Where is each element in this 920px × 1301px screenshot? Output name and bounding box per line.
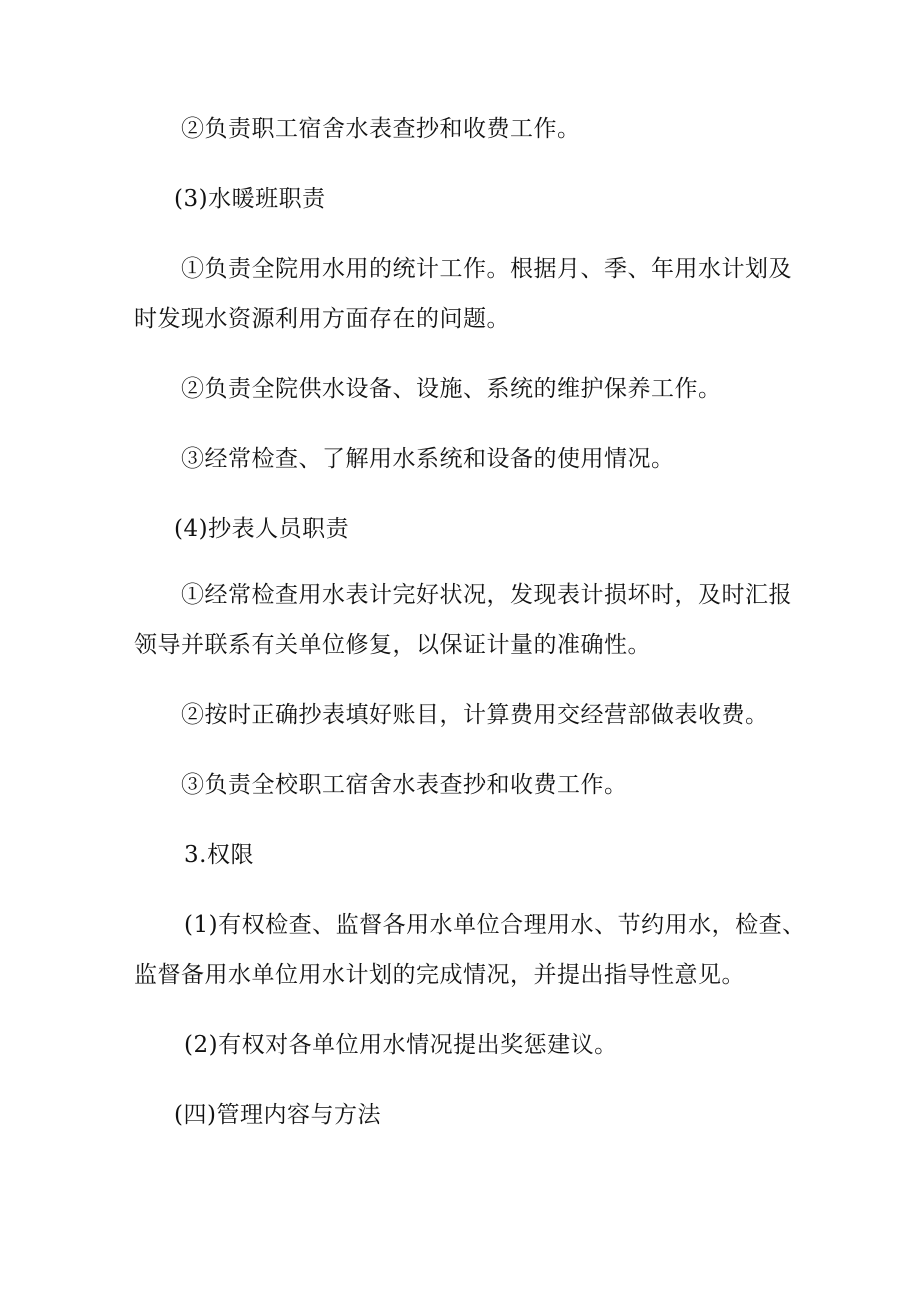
section-heading: (四)管理内容与方法	[174, 1102, 381, 1128]
section-heading: 3.权限	[184, 842, 254, 868]
paragraph-line: ②负责全院供水设备、设施、系统的维护保养工作。	[181, 376, 722, 402]
paragraph-line: ③经常检查、了解用水系统和设备的使用情况。	[181, 446, 675, 472]
paragraph-line: ②按时正确抄表填好账目，计算费用交经营部做表收费。	[181, 702, 769, 728]
paragraph-line: (2)有权对各单位用水情况提出奖惩建议。	[184, 1032, 618, 1058]
paragraph-line: ①负责全院用水用的统计工作。根据月、季、年用水计划及	[181, 256, 792, 282]
paragraph-line: 领导并联系有关单位修复，以保证计量的准确性。	[134, 632, 651, 658]
paragraph-line: ②负责职工宿舍水表查抄和收费工作。	[181, 116, 581, 142]
paragraph-line: 时发现水资源利用方面存在的问题。	[134, 306, 510, 332]
paragraph-line: 监督备用水单位用水计划的完成情况，并提出指导性意见。	[134, 962, 745, 988]
paragraph-line: ③负责全校职工宿舍水表查抄和收费工作。	[181, 772, 628, 798]
section-heading: (4)抄表人员职责	[174, 516, 350, 542]
section-heading: (3)水暖班职责	[174, 186, 326, 212]
paragraph-line: ①经常检查用水表计完好状况，发现表计损坏时，及时汇报	[181, 582, 792, 608]
paragraph-line: (1)有权检查、监督各用水单位合理用水、节约用水，检查、	[184, 912, 806, 938]
